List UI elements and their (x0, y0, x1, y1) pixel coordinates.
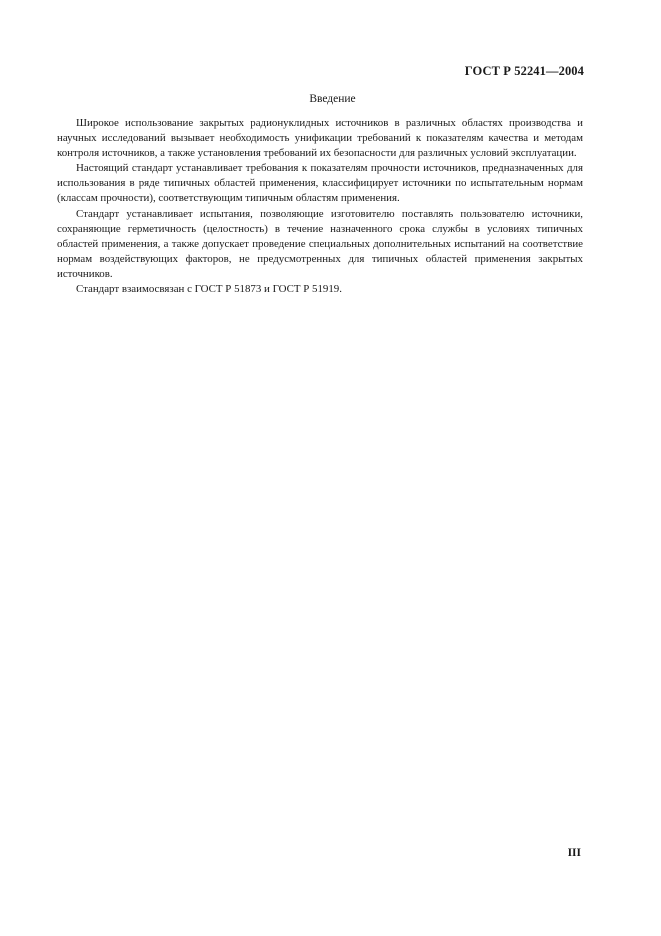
section-title: Введение (309, 93, 356, 105)
paragraph-2: Настоящий стандарт устанавливает требования к показателям прочности источников, предназначенных для использования в ряде типичных областей применения, классифицирует источники по испытательным нормам (классам прочности), соответствующим типичным областям применения. (57, 162, 583, 205)
paragraph-4: Стандарт взаимосвязан с ГОСТ Р 51873 и ГОСТ Р 51919. (76, 283, 342, 296)
introduction-body (57, 116, 583, 297)
paragraph-1: Широкое использование закрытых радионуклидных источников в различных областях производства и научных исследований вызывает необходимость унификации требований к показателям качества и методам контроля источников, а также установления требований их безопасности для различных условий эксплуатации. (57, 117, 583, 160)
page-number: III (567, 847, 581, 859)
standard-designation: ГОСТ Р 52241—2004 (464, 64, 584, 78)
paragraph-3: Стандарт устанавливает испытания, позволяющие изготовителю поставлять пользователю источники, сохраняющие герметичность (целостность) в течение назначенного срока службы в условиях типичных областей применения, а также допускает проведение специальных дополнительных испытаний на соответствие нормам воздействующих факторов, не предусмотренных для типичных областей применения закрытых источников. (57, 207, 583, 280)
